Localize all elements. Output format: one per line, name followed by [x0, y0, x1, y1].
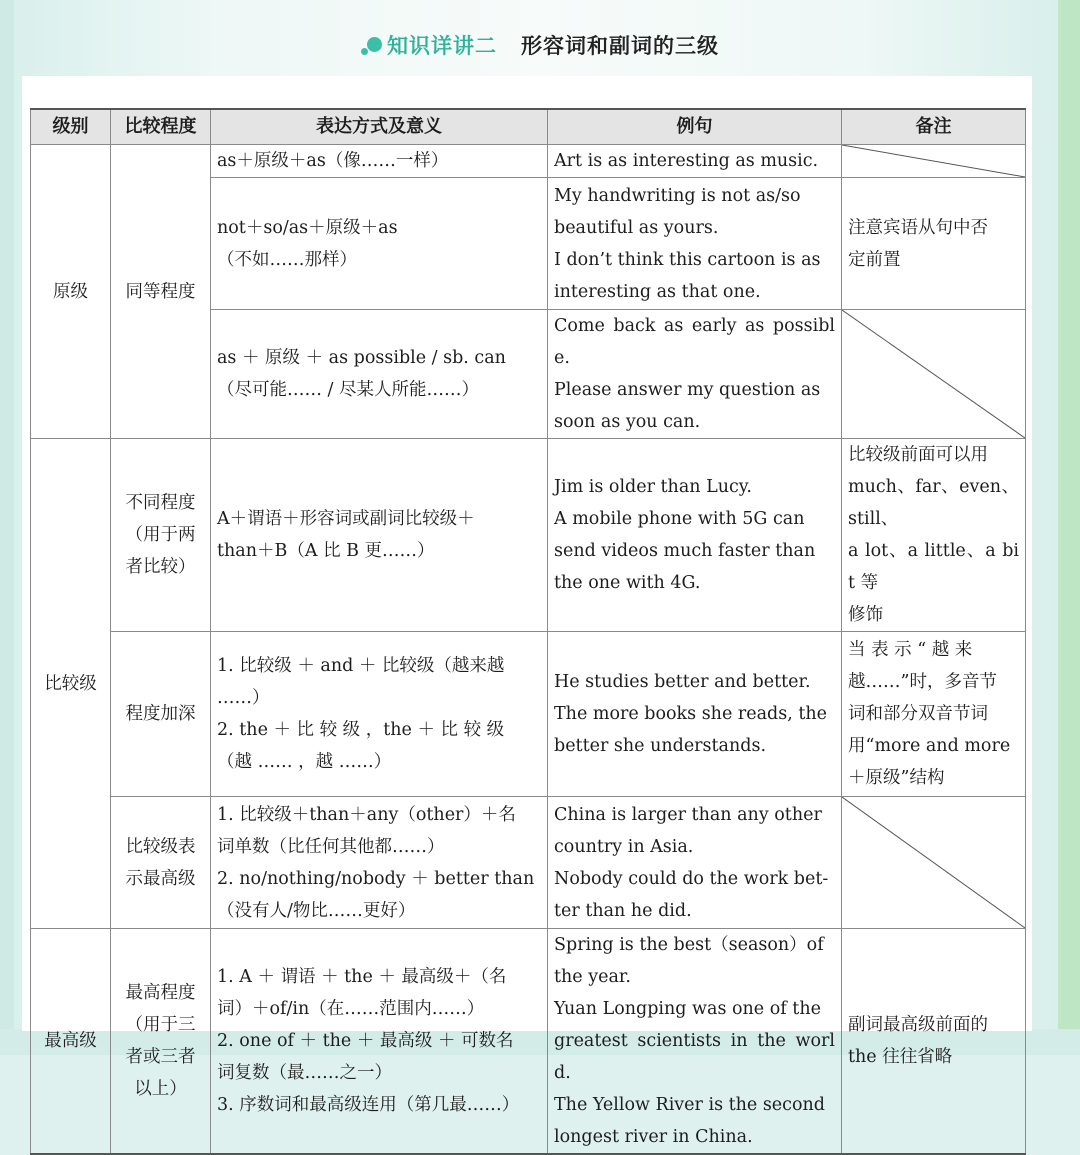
- example-cell: Jim is older than Lucy. A mobile phone with 5G can send videos much faster than the one with 4G.: [548, 439, 842, 632]
- example-cell: Come back as early as possible. Please answer my question as soon as you can.: [548, 310, 842, 439]
- note-cell: 注意宾语从句中否 定前置: [842, 178, 1026, 310]
- expression-cell: not＋so/as＋原级＋as （不如……那样）: [211, 178, 548, 310]
- degree-deepen: 程度加深: [111, 632, 211, 797]
- left-margin-stripe: [0, 0, 14, 1055]
- bubble-icon: [361, 34, 383, 56]
- note-cell-empty: [842, 145, 1026, 178]
- example-cell: Spring is the best（season）of the year. Yuan Longping was one of the greatest scientists in the world. The Yellow River is the second longest river in China.: [548, 929, 842, 1155]
- note-cell-empty: [842, 797, 1026, 929]
- table-row: [31, 145, 1026, 178]
- level-superlative: 最高级: [31, 929, 111, 1155]
- expression-cell: 1. 比较级＋than＋any（other）＋名 词单数（比任何其他都……） 2. no/nothing/nobody ＋ better than （没有人/物比……更好）: [211, 797, 548, 929]
- degree-equal: 同等程度: [111, 145, 211, 439]
- note-cell-empty: [842, 310, 1026, 439]
- expression-cell: 1. 比较级 ＋ and ＋ 比较级（越来越 ……） 2. the ＋ 比 较 级 ，the ＋ 比 较 级 （越 …… ，越 ……）: [211, 632, 548, 797]
- table-row: [31, 632, 1026, 797]
- expression-cell: 1. A ＋ 谓语 ＋ the ＋ 最高级＋（名 词）＋of/in（在……范围内……） 2. one of ＋ the ＋ 最高级 ＋ 可数名 词复数（最……之一） 3. 序数词和最高级连用（第几最……）: [211, 929, 548, 1155]
- table-header-row: [31, 109, 1026, 145]
- example-cell: My handwriting is not as/so beautiful as yours. I don’t think this cartoon is as interesting as that one.: [548, 178, 842, 310]
- section-header: [0, 20, 1080, 70]
- note-cell: 副词最高级前面的 the 往往省略: [842, 929, 1026, 1155]
- level-positive: 原级: [31, 145, 111, 439]
- note-cell: 当 表 示 “ 越 来 越……”时，多音节 词和部分双音节词 用“more and more ＋原级”结构: [842, 632, 1026, 797]
- table-row: [31, 929, 1026, 1155]
- degree-different: 不同程度 （用于两 者比较）: [111, 439, 211, 632]
- column-header: 级别: [31, 109, 111, 145]
- table-row: [31, 797, 1026, 929]
- example-cell: He studies better and better. The more books she reads, the better she understands.: [548, 632, 842, 797]
- column-header: 备注: [842, 109, 1026, 145]
- level-comparative: 比较级: [31, 439, 111, 929]
- right-margin-stripe: [1058, 0, 1080, 1055]
- example-cell: China is larger than any other country in Asia. Nobody could do the work bet- ter than he did.: [548, 797, 842, 929]
- grammar-table: [30, 108, 1026, 1155]
- column-header: 表达方式及意义: [211, 109, 548, 145]
- section-label: 知识详讲二: [387, 34, 497, 58]
- table-row: [31, 439, 1026, 632]
- expression-cell: as ＋ 原级 ＋ as possible / sb. can （尽可能…… / 尽某人所能……）: [211, 310, 548, 439]
- example-cell: Art is as interesting as music.: [548, 145, 842, 178]
- section-title: 形容词和副词的三级: [521, 34, 719, 58]
- column-header: 例句: [548, 109, 842, 145]
- degree-highest: 最高程度 （用于三 者或三者 以上）: [111, 929, 211, 1155]
- expression-cell: as＋原级＋as（像……一样）: [211, 145, 548, 178]
- expression-cell: A＋谓语＋形容词或副词比较级＋ than＋B（A 比 B 更……）: [211, 439, 548, 632]
- degree-comp-as-super: 比较级表 示最高级: [111, 797, 211, 929]
- column-header: 比较程度: [111, 109, 211, 145]
- note-cell: 比较级前面可以用 much、far、even、still、 a lot、a little、a bit 等 修饰: [842, 439, 1026, 632]
